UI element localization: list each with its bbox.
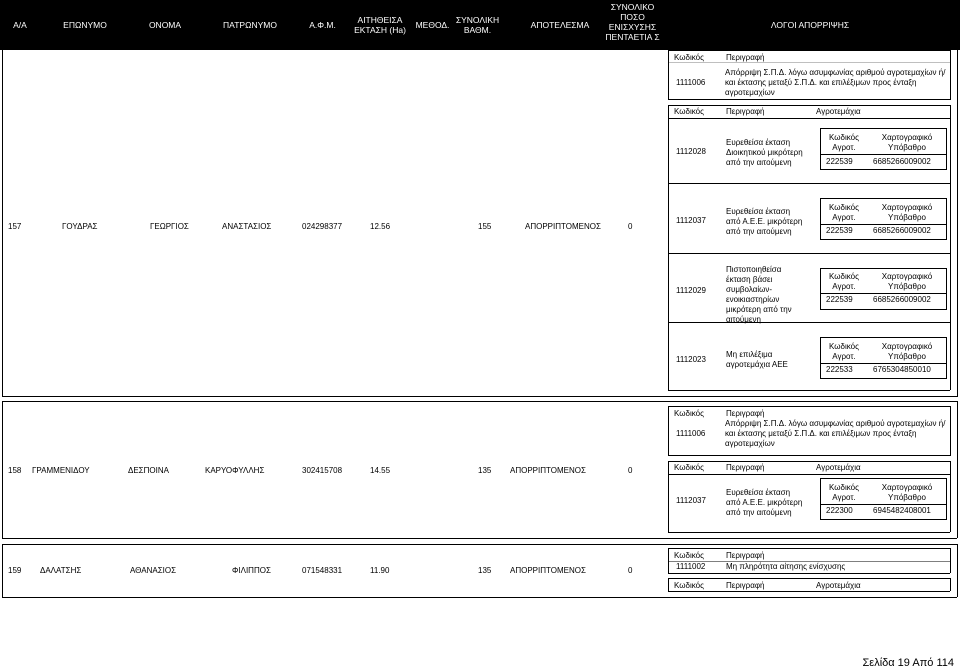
- parcel-code: 222300: [826, 506, 853, 515]
- reason-desc: Ευρεθείσα έκταση Διοικητικού μικρότερη από την αιτούμενη: [726, 138, 803, 167]
- reason-code: 1111006: [676, 429, 706, 438]
- row-amount: 0: [628, 566, 633, 575]
- reason-desc: Απόρριψη Σ.Π.Δ. λόγω ασυμφωνίας αριθμού αγροτεμαχίων ή/και έκτασης μεταξύ Σ.Π.Δ. και επιλέξιμων προς ένταξη αγροτεμαχίων: [725, 419, 946, 448]
- reason-desc-label: Περιγραφή: [726, 409, 765, 418]
- row-amount: 0: [628, 466, 633, 475]
- row-score: 135: [478, 566, 492, 575]
- row-area: 12.56: [370, 222, 391, 231]
- col-header-amount: ΣΥΝΟΛΙΚΟ ΠΟΣΟ ΕΝΙΣΧΥΣΗΣ ΠΕΝΤΑΕΤΙΑ Σ: [605, 2, 660, 42]
- row-score: 155: [478, 222, 492, 231]
- reason-code: 1112029: [676, 286, 706, 295]
- page-number: Σελίδα 19 Από 114: [862, 657, 954, 669]
- col-header-aa: Α/Α: [2, 20, 38, 30]
- row-father: ΚΑΡΥΟΦΥΛΛΗΣ: [205, 466, 265, 475]
- map-base-label: Χαρτογραφικό Υπόβαθρο: [881, 483, 933, 502]
- col-header-result: ΑΠΟΤΕΛΕΣΜΑ: [525, 20, 595, 30]
- row-aa: 158: [8, 466, 22, 475]
- group-parcels-label: Αγροτεμάχια: [816, 107, 861, 116]
- parcel-map: 6945482408001: [873, 506, 931, 515]
- row-result: ΑΠΟΡΡΙΠΤΟΜΕΝΟΣ: [525, 222, 601, 231]
- group-code-label: Κωδικός: [674, 463, 704, 472]
- reason-desc-label: Περιγραφή: [726, 53, 765, 62]
- col-header-score: ΣΥΝΟΛΙΚΗ ΒΑΘΜ.: [455, 15, 500, 35]
- row-afm: 071548331: [302, 566, 343, 575]
- reason-code-label: Κωδικός: [674, 551, 704, 560]
- group-code-label: Κωδικός: [674, 107, 704, 116]
- parcel-map: 6685266009002: [873, 226, 931, 235]
- map-base-label: Χαρτογραφικό Υπόβαθρο: [881, 342, 933, 361]
- parcel-map: 6685266009002: [873, 157, 931, 166]
- row-result: ΑΠΟΡΡΙΠΤΟΜΕΝΟΣ: [510, 566, 586, 575]
- row-aa: 159: [8, 566, 22, 575]
- col-header-afm: Α.Φ.Μ.: [300, 20, 345, 30]
- group-parcels-label: Αγροτεμάχια: [816, 581, 861, 590]
- group-desc-label: Περιγραφή: [726, 107, 765, 116]
- row-surname: ΓΟΥΔΡΑΣ: [62, 222, 98, 231]
- reason-desc: Ευρεθείσα έκταση από Α.Ε.Ε. μικρότερη από την αιτούμενη: [726, 207, 803, 236]
- row-name: ΓΕΩΡΓΙΟΣ: [150, 222, 189, 231]
- group-code-label: Κωδικός: [674, 581, 704, 590]
- row-name: ΔΕΣΠΟΙΝΑ: [128, 466, 169, 475]
- reason-desc: Μη πληρότητα αίτησης ενίσχυσης: [726, 562, 846, 571]
- row-area: 11.90: [370, 566, 390, 575]
- reason-desc: Μη επιλέξιμα αγροτεμάχια ΑΕΕ: [726, 350, 788, 369]
- row-surname: ΔΑΛΑΤΣΗΣ: [40, 566, 82, 575]
- reason-code: 1111002: [676, 562, 706, 571]
- reason-code-label: Κωδικός: [674, 53, 704, 62]
- reason-code: 1112023: [676, 355, 706, 364]
- reason-code: 1112037: [676, 496, 706, 505]
- parcel-code: 222539: [826, 226, 853, 235]
- agro-code-label: Κωδικός Αγροτ.: [829, 272, 859, 291]
- map-base-label: Χαρτογραφικό Υπόβαθρο: [881, 133, 933, 152]
- agro-code-label: Κωδικός Αγροτ.: [829, 342, 859, 361]
- map-base-label: Χαρτογραφικό Υπόβαθρο: [881, 203, 933, 222]
- col-header-father: ΠΑΤΡΩΝΥΜΟ: [215, 20, 285, 30]
- reason-desc-label: Περιγραφή: [726, 551, 765, 560]
- row-afm: 302415708: [302, 466, 343, 475]
- col-header-reasons: ΛΟΓΟΙ ΑΠΟΡΡΙΨΗΣ: [760, 20, 860, 30]
- row-father: ΑΝΑΣΤΑΣΙΟΣ: [222, 222, 272, 231]
- reason-desc: Πιστοποιηθείσα έκταση βάσει συμβολαίων-ενοικιαστηρίων μικρότερη από την αιτούμενη: [726, 265, 792, 324]
- row-name: ΑΘΑΝΑΣΙΟΣ: [130, 566, 177, 575]
- row-score: 135: [478, 466, 492, 475]
- agro-code-label: Κωδικός Αγροτ.: [829, 483, 859, 502]
- row-result: ΑΠΟΡΡΙΠΤΟΜΕΝΟΣ: [510, 466, 586, 475]
- reason-desc: Ευρεθείσα έκταση από Α.Ε.Ε. μικρότερη από την αιτούμενη: [726, 488, 803, 517]
- map-base-label: Χαρτογραφικό Υπόβαθρο: [881, 272, 933, 291]
- group-desc-label: Περιγραφή: [726, 581, 765, 590]
- reason-code: 1112028: [676, 147, 706, 156]
- row-aa: 157: [8, 222, 22, 231]
- reason-code: 1112037: [676, 216, 706, 225]
- parcel-map: 6685266009002: [873, 295, 931, 304]
- reason-code-label: Κωδικός: [674, 409, 704, 418]
- reason-desc: Απόρριψη Σ.Π.Δ. λόγω ασυμφωνίας αριθμού αγροτεμαχίων ή/και έκτασης μεταξύ Σ.Π.Δ. και επιλέξιμων προς ένταξη αγροτεμαχίων: [725, 68, 946, 97]
- row-amount: 0: [628, 222, 633, 231]
- parcel-map: 6765304850010: [873, 365, 931, 374]
- row-area: 14.55: [370, 466, 391, 475]
- row-surname: ΓΡΑΜΜΕΝΙΔΟΥ: [32, 466, 90, 475]
- row-father: ΦΙΛΙΠΠΟΣ: [232, 566, 271, 575]
- parcel-code: 222533: [826, 365, 853, 374]
- agro-code-label: Κωδικός Αγροτ.: [829, 133, 859, 152]
- col-header-name: ΟΝΟΜΑ: [140, 20, 190, 30]
- col-header-method: ΜΕΘΟΔ.: [415, 20, 450, 30]
- row-afm: 024298377: [302, 222, 343, 231]
- agro-code-label: Κωδικός Αγροτ.: [829, 203, 859, 222]
- col-header-surname: ΕΠΩΝΥΜΟ: [55, 20, 115, 30]
- reason-code: 1111006: [676, 78, 706, 87]
- parcel-code: 222539: [826, 295, 853, 304]
- parcel-code: 222539: [826, 157, 853, 166]
- col-header-area: ΑΙΤΗΘΕΙΣΑ ΕΚΤΑΣΗ (Ha): [350, 15, 410, 35]
- group-parcels-label: Αγροτεμάχια: [816, 463, 861, 472]
- group-desc-label: Περιγραφή: [726, 463, 765, 472]
